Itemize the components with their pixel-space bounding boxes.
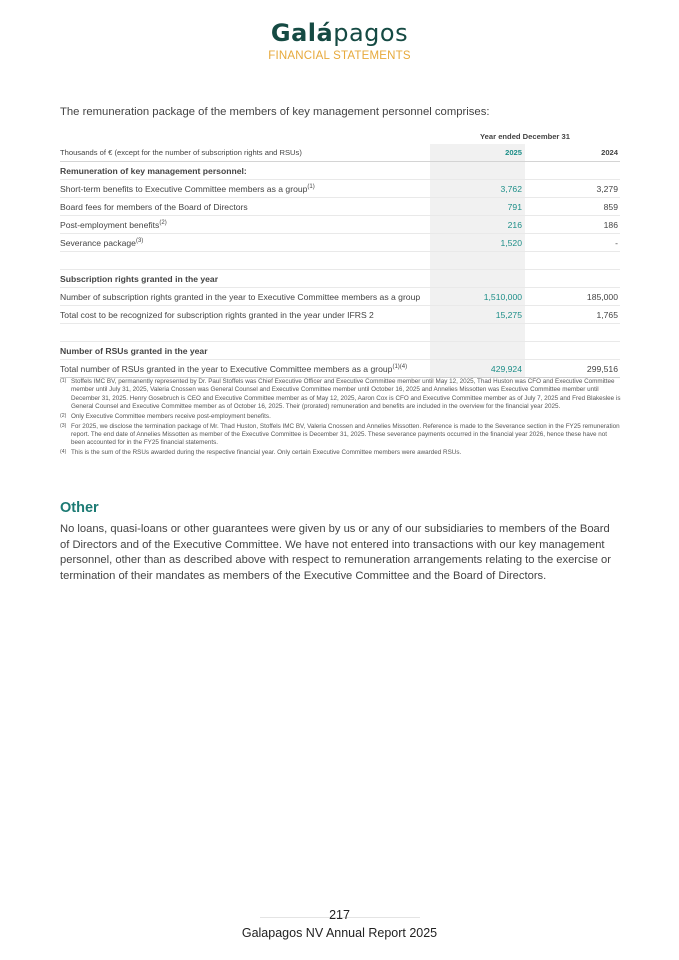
section-subtitle: FINANCIAL STATEMENTS — [268, 50, 411, 62]
footnote-ref: (1) — [307, 184, 315, 190]
value-2024: 859 — [603, 202, 618, 212]
footnote-marker: (3) — [60, 422, 67, 429]
table-row — [60, 288, 620, 306]
remuneration-table — [60, 130, 620, 378]
footer-title: Galapagos NV Annual Report 2025 — [241, 926, 438, 940]
row-label: Board fees for members of the Board of Directors — [60, 202, 248, 212]
table-column-header-row — [60, 144, 620, 162]
footnote — [60, 449, 621, 457]
footnote-marker: (4) — [60, 449, 67, 456]
footnote-text: Stoffels IMC BV, permanently represented by Dr. Paul Stoffels was Chief Executive Officer and Executive Committee member until May 12, 2025, Thad Huston was CFO and Executive Committee member until July 31, 2025, Valeria Cnossen was General Counsel and Executive Committee member until October 16, 2025 and Annelies Missotten was Executive Committee member until December 31, 2025. Henry Gosebruch is CEO and Executive Committee member as of May 12, 2025, Aaron Cox is CFO and Executive Committee member as of July 7, 2025 and Fred Blakeslee is General Counsel and Executive Committee member as of October 16, 2025. Their (prorated) remuneration and benefits are included in the overview for the financial year 2025. — [71, 378, 621, 411]
table-row — [60, 234, 620, 252]
section-title: Subscription rights granted in the year — [60, 274, 219, 284]
value-2025: 216 — [430, 216, 525, 233]
spacer-row — [60, 252, 620, 270]
value-2025: 1,510,000 — [430, 288, 525, 305]
unit-label: Thousands of € (except for the number of subscription rights and RSUs) — [60, 148, 302, 157]
row-label: Severance package$^{(3)}$ — [60, 238, 144, 248]
value-2024: 185,000 — [586, 292, 618, 302]
value-2024: 3,279 — [596, 184, 618, 194]
footnote-text: For 2025, we disclose the termination package of Mr. Thad Huston, Stoffels IMC BV, Valeria Cnossen and Annelies Missotten. Reference is made to the Severance section in the FY25 remuneration report. The end date of Annelies Missotten as member of the Executive Committee is December 31, 2025. These severance payments occurred in the financial year 2026, hence these have not been accounted for in the FY25 financial statements. — [71, 422, 620, 447]
spacer-row — [60, 324, 620, 342]
column-header-2025: 2025 — [430, 144, 525, 161]
row-label: Number of subscription rights granted in the year to Executive Committee members as a group — [60, 292, 421, 302]
footnotes — [60, 378, 621, 459]
value-2025: 1,520 — [430, 234, 525, 251]
value-2024: 186 — [603, 220, 618, 230]
value-2024: 1,765 — [596, 310, 618, 320]
logo-bold-part: Galá — [270, 19, 334, 47]
footnote-ref: (2) — [159, 220, 167, 226]
table-row — [60, 306, 620, 324]
footnote-ref: (1)(4) — [392, 364, 408, 370]
value-2024: - — [615, 238, 618, 248]
value-2024: 299,516 — [586, 364, 618, 374]
footnote-marker: (1) — [60, 378, 67, 384]
footnote — [60, 413, 621, 421]
row-label: Short-term benefits to Executive Committee members as a group$^{(1)}$ — [60, 184, 315, 194]
value-2025: 429,924 — [430, 360, 525, 377]
section-row-remuneration — [60, 162, 620, 180]
table-row — [60, 360, 620, 378]
galapagos-logo — [0, 18, 679, 48]
value-2025: 791 — [430, 198, 525, 215]
row-label: Total number of RSUs granted in the year to Executive Committee members as a group$^{(1)(4)}$ — [60, 364, 408, 374]
table-period-header-row — [60, 130, 620, 144]
value-2025: 15,275 — [430, 306, 525, 323]
page-number: 217 — [329, 908, 350, 922]
logo-light-part: pagos — [333, 19, 409, 47]
section-row-rsu — [60, 342, 620, 360]
column-header-2024: 2024 — [601, 148, 618, 157]
table-row — [60, 198, 620, 216]
table-row — [60, 180, 620, 198]
footnote-text: This is the sum of the RSUs awarded during the respective financial year. Only certain Executive Committee members were awarded RSUs. — [71, 449, 462, 457]
intro-paragraph: The remuneration package of the members of key management personnel comprises: — [60, 106, 490, 118]
footnote-marker: (2) — [60, 412, 67, 419]
footnote — [60, 423, 621, 448]
footnote-ref: (3) — [135, 238, 144, 244]
table-row — [60, 216, 620, 234]
section-title: Number of RSUs granted in the year — [60, 346, 208, 356]
other-heading: Other — [60, 500, 99, 516]
row-label: Post-employment benefits$^{(2)}$ — [60, 220, 167, 230]
section-row-subscription — [60, 270, 620, 288]
footnote — [60, 378, 621, 411]
other-paragraph: No loans, quasi-loans or other guarantees were given by us or any of our subsidiaries to members of the Board of Directors and of the Executive Committee. We have not entered into transactions with our key management personnel, other than as described above with respect to remuneration arrangements relating to the exercise or termination of their mandates as members of the Executive Committee and the Board of Directors. — [60, 523, 611, 582]
section-title: Remuneration of key management personnel: — [60, 166, 247, 176]
page-header — [0, 18, 679, 62]
row-label: Total cost to be recognized for subscription rights granted in the year under IFRS 2 — [60, 310, 374, 320]
footnote-text: Only Executive Committee members receive post-employment benefits. — [71, 412, 271, 420]
period-header: Year ended December 31 — [480, 132, 570, 141]
value-2025: 3,762 — [430, 180, 525, 197]
